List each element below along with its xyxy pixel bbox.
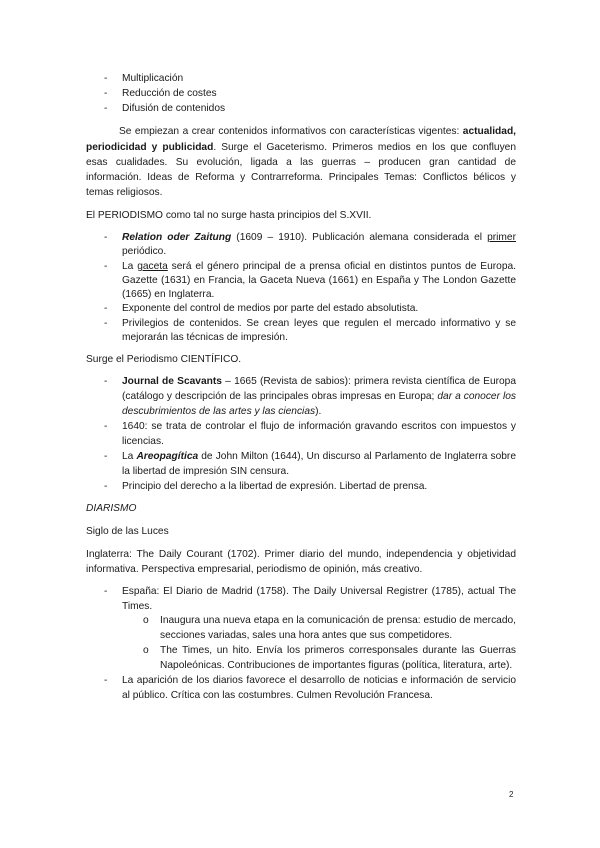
sublist-bullet: o (143, 615, 149, 626)
list-item: La gaceta será el género principal de a prensa oficial en distintos puntos de Europa. (122, 261, 516, 272)
list-item-line: Times. (122, 601, 153, 612)
list-bullet: - (104, 303, 108, 314)
section-heading: Siglo de las Luces (86, 526, 169, 537)
list-item-line: periódico. (122, 246, 167, 257)
sublist-item: The Times, un hito. Envía los primeros corresponsales durante las Guerras (160, 645, 516, 656)
list-item: Exponente del control de medios por parte del estado absolutista. (122, 303, 419, 314)
sublist-item: Inaugura una nueva etapa en la comunicación de prensa: estudio de mercado, (160, 615, 516, 626)
list-item: Relation oder Zaitung (1609 – 1910). Publicación alemana considerada el primer (122, 232, 516, 243)
list-item: 1640: se trata de controlar el flujo de información gravando escritos con impuestos y (122, 421, 516, 432)
list-bullet: - (104, 318, 108, 329)
paragraph-line: periodicidad y publicidad. Surge el Gaceterismo. Primeros medios en los que confluyen (86, 142, 516, 153)
list-bullet: - (104, 103, 108, 114)
list-item: La Areopagítica de John Milton (1644), Un discurso al Parlamento de Inglaterra sobre (122, 451, 516, 462)
list-bullet: - (104, 261, 108, 272)
sublist-item-line: secciones variadas, sales una hora antes que sus competidores. (160, 630, 453, 641)
page-number: 2 (509, 790, 514, 799)
list-item: Privilegios de contenidos. Se crean leyes que regulen el mercado informativo y se (122, 318, 516, 329)
list-bullet: - (104, 586, 108, 597)
list-item-line: al público. Crítica con las costumbres. Culmen Revolución Francesa. (122, 690, 433, 701)
list-item-line: descubrimientos de las artes y las ciencias). (122, 406, 322, 417)
list-item-line: la libertad de impresión SIN censura. (122, 466, 290, 477)
list-bullet: - (104, 675, 108, 686)
list-bullet: - (104, 73, 108, 84)
list-item-line: (1665) en Inglaterra. (122, 289, 215, 300)
paragraph-line: información. Ideas de Reforma y Contrarreforma. Principales Temas: Conflictos bélicos y (86, 172, 516, 183)
section-heading: El PERIODISMO como tal no surge hasta principios del S.XVII. (86, 210, 372, 221)
section-heading: DIARISMO (86, 503, 137, 514)
paragraph-line: Se empiezan a crear contenidos informativos con características vigentes: actualidad, (119, 126, 516, 137)
list-bullet: - (104, 376, 108, 387)
list-bullet: - (104, 421, 108, 432)
sublist-bullet: o (143, 645, 149, 656)
paragraph-line: Inglaterra: The Daily Courant (1702). Primer diario del mundo, independencia y objetividad (86, 549, 516, 560)
section-heading: Surge el Periodismo CIENTÍFICO. (86, 354, 242, 365)
list-item: Journal de Scavants – 1665 (Revista de sabios): primera revista científica de Europa (122, 376, 516, 387)
list-item: Multiplicación (122, 73, 184, 84)
list-item-line: (catálogo y descripción de las principales obras impresas en Europa; dar a conocer los (122, 391, 516, 402)
list-bullet: - (104, 451, 108, 462)
list-item-line: Gazette (1631) en Francia, la Gaceta Nueva (1661) en España y The London Gazette (122, 275, 516, 286)
paragraph-line: esas cualidades. Su evolución, ligada a las guerras – producen gran cantidad de (86, 157, 516, 168)
list-bullet: - (104, 88, 108, 99)
list-item: Difusión de contenidos (122, 103, 226, 114)
list-item-line: mejorarán las técnicas de impresión. (122, 332, 288, 343)
list-item: La aparición de los diarios favorece el desarrollo de noticias e información de servicio (122, 675, 516, 686)
list-bullet: - (104, 481, 108, 492)
list-item: España: El Diario de Madrid (1758). The Daily Universal Registrer (1785), actual The (122, 586, 516, 597)
list-item: Reducción de costes (122, 88, 217, 99)
paragraph-line: informativa. Perspectiva empresarial, periodismo de opinión, más creativo. (86, 564, 423, 575)
list-item-line: licencias. (122, 436, 164, 447)
sublist-item-line: Napoleónicas. Contribuciones de importantes figuras (política, literatura, arte). (160, 660, 513, 671)
paragraph-line: temas religiosos. (86, 187, 163, 198)
list-item: Principio del derecho a la libertad de expresión. Libertad de prensa. (122, 481, 428, 492)
list-bullet: - (104, 232, 108, 243)
